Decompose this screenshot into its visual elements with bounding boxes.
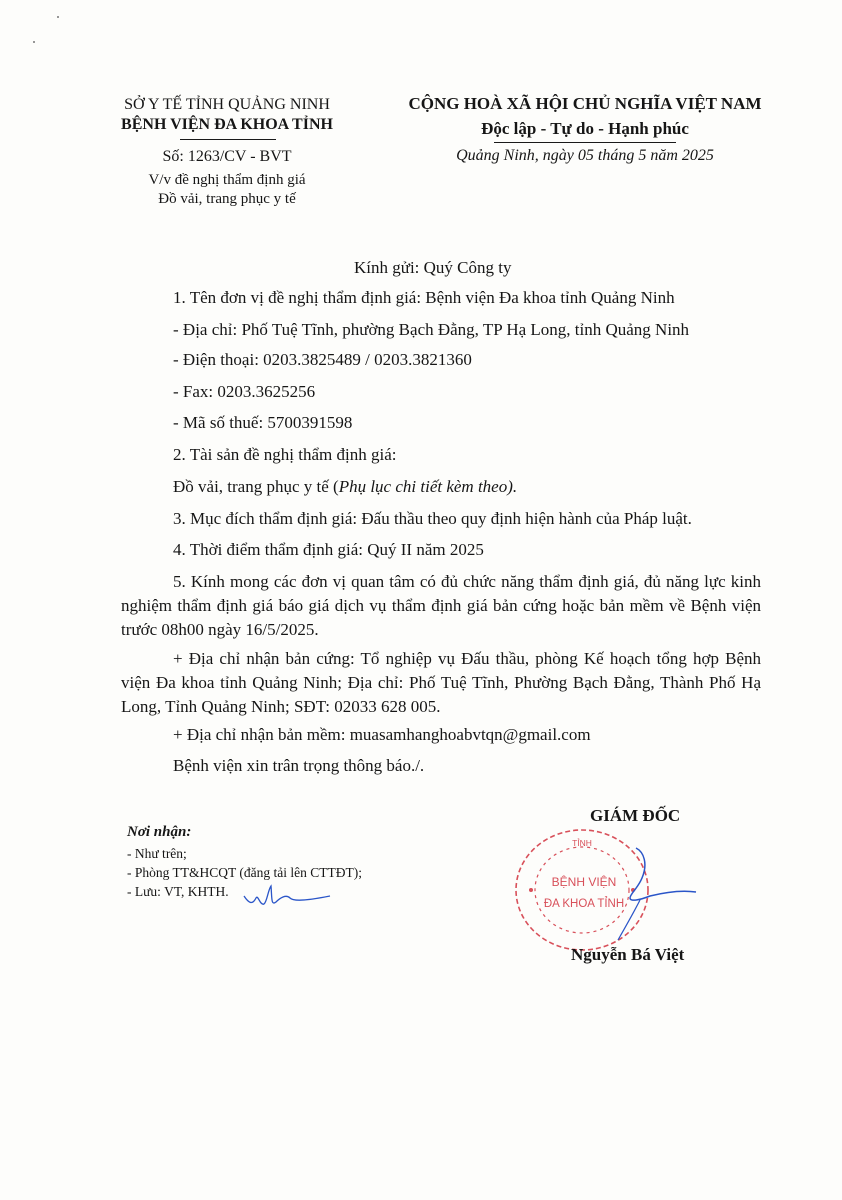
asset-heading: 2. Tài sản đề nghị thẩm định giá:: [173, 445, 397, 464]
requester-fax: - Fax: 0203.3625256: [173, 382, 316, 401]
scan-speck: [33, 41, 35, 43]
motto-underline: [494, 142, 676, 143]
requester-address: - Địa chỉ: Phố Tuệ Tĩnh, phường Bạch Đằng, TP Hạ Long, tỉnh Quảng Ninh: [173, 320, 690, 339]
asset-description-text: Đồ vải, trang phục y tế (: [173, 477, 339, 496]
department-name: SỞ Y TẾ TỈNH QUẢNG NINH: [124, 96, 330, 113]
country-name: CỘNG HOÀ XÃ HỘI CHỦ NGHĨA VIỆT NAM: [408, 94, 762, 113]
place-date: Quảng Ninh, ngày 05 tháng 5 năm 2025: [456, 147, 714, 164]
recipient-item: - Phòng TT&HCQT (đăng tải lên CTTĐT);: [127, 865, 362, 880]
asset-appendix-note: Phụ lục chi tiết kèm theo).: [338, 477, 518, 496]
hospital-underline: [180, 139, 276, 140]
document-number: Số: 1263/CV - BVT: [162, 148, 292, 165]
requester-phone: - Điện thoại: 0203.3825489 / 0203.3821360: [173, 350, 472, 369]
closing-line: Bệnh viện xin trân trọng thông báo./.: [173, 756, 425, 775]
subject-line-1: V/v đề nghị thẩm định giá: [148, 172, 306, 188]
soft-copy-address: + Địa chỉ nhận bản mềm: muasamhanghoabvtqn@gmail.com: [173, 725, 591, 744]
valuation-time: 4. Thời điểm thẩm định giá: Quý II năm 2025: [173, 540, 484, 559]
scan-speck: [57, 16, 59, 18]
requester-tax-code: - Mã số thuế: 5700391598: [173, 413, 353, 432]
initials-scribble: [238, 876, 334, 916]
asset-description: [173, 477, 517, 497]
hard-copy-address: + Địa chỉ nhận bản cứng: Tổ nghiệp vụ Đấu thầu, phòng Kế hoạch tổng hợp Bệnh viện Đa khoa tỉnh Quảng Ninh; Địa chỉ: Phố Tuệ Tĩnh, Phường Bạch Đằng, Thành Phố Hạ Long, Tỉnh Quảng Ninh; SĐT: 02033 628 005.: [121, 649, 761, 716]
signer-title: GIÁM ĐỐC: [590, 806, 681, 825]
valuation-purpose: 3. Mục đích thẩm định giá: Đấu thầu theo quy định hiện hành của Pháp luật.: [173, 509, 692, 528]
director-signature: [600, 840, 700, 952]
signer-name: Nguyễn Bá Việt: [571, 945, 685, 964]
recipients-heading: Nơi nhận:: [127, 824, 192, 840]
national-motto: Độc lập - Tự do - Hạnh phúc: [481, 119, 689, 138]
request-paragraph: 5. Kính mong các đơn vị quan tâm có đủ chức năng thẩm định giá, đủ năng lực kinh nghiệm thẩm định giá báo giá dịch vụ thẩm định giá bản cứng hoặc bản mềm về Bệnh viện trước 08h00 ngày 16/5/2025.: [121, 572, 761, 639]
subject-line-2: Đồ vải, trang phục y tế: [158, 191, 296, 207]
hospital-name: BỆNH VIỆN ĐA KHOA TỈNH: [121, 116, 333, 133]
requester-name: 1. Tên đơn vị đề nghị thẩm định giá: Bệnh viện Đa khoa tỉnh Quảng Ninh: [173, 288, 675, 307]
recipient-item: - Như trên;: [127, 846, 187, 861]
greeting: Kính gửi: Quý Công ty: [354, 258, 512, 277]
seal-top-text: TỈNH: [572, 838, 592, 848]
seal-line-1: BỆNH VIỆN: [551, 875, 617, 889]
recipient-item: - Lưu: VT, KHTH.: [127, 884, 229, 899]
seal-line-2: ĐA KHOA TỈNH: [543, 898, 625, 910]
